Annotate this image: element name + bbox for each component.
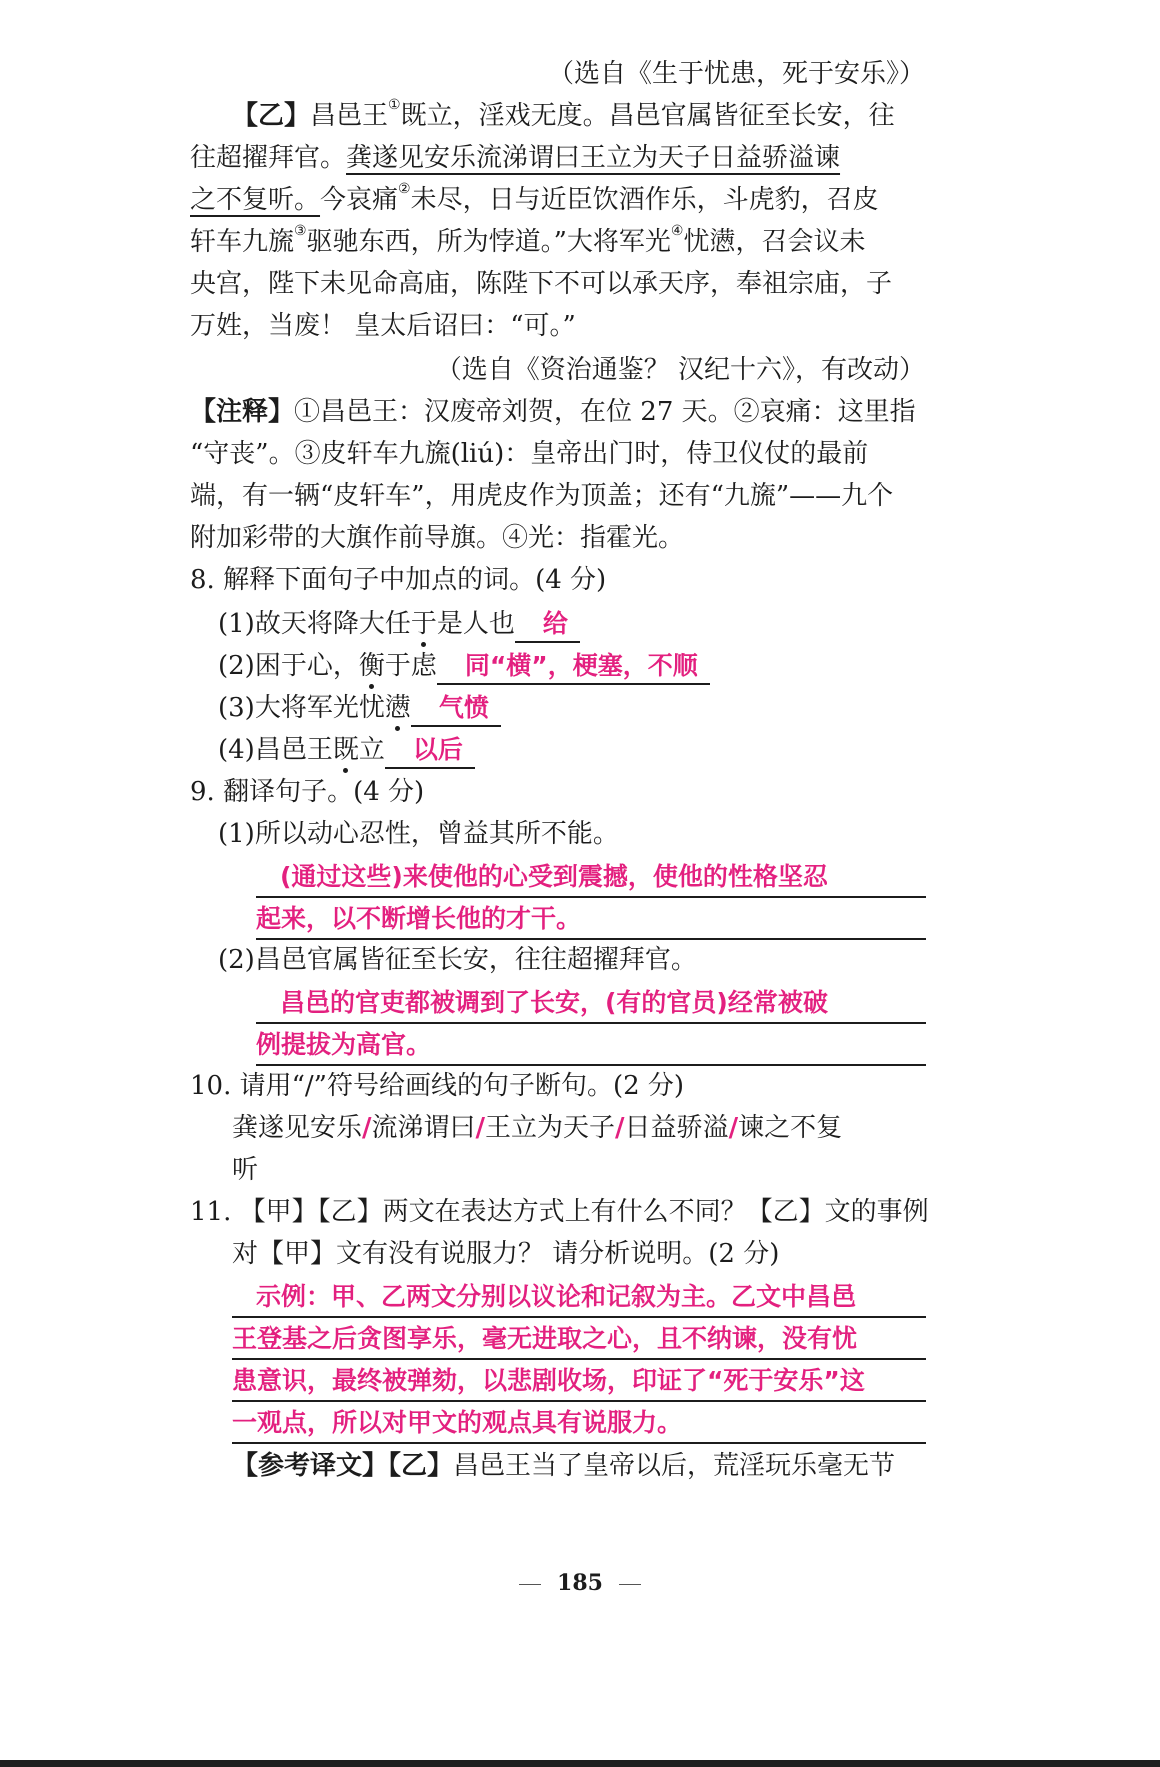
- passage-text: 轩车九旒: [190, 227, 295, 257]
- dotted-word: 既: [332, 735, 359, 765]
- source-citation-b: （选自《资治通鉴？ 汉纪十六》，有改动）: [435, 355, 925, 385]
- passage-line-4: [190, 224, 865, 260]
- underlined-sentence: 龚遂见安乐流涕谓曰王立为天子日益骄溢谏: [346, 143, 841, 173]
- answer-text: 给: [542, 609, 568, 638]
- q9-answer-2-line-2: 例提拔为高官。: [256, 1026, 926, 1066]
- q8-item-1: [218, 606, 580, 643]
- passage-text: 既立，淫戏无度。昌邑官属皆征至长安，往: [400, 101, 895, 131]
- answer-text: 以后: [412, 735, 463, 764]
- q9-sentence-1: (1)所以动心忍性，曾益其所不能。: [218, 819, 619, 849]
- break-slash: /: [615, 1113, 625, 1143]
- reference-text: 昌邑王当了皇帝以后，荒淫玩乐毫无节: [453, 1451, 896, 1481]
- reference-label: 【参考译文】: [232, 1451, 389, 1481]
- notes-line-1: [190, 394, 916, 430]
- q8-item-2: [218, 648, 710, 685]
- footnote-marker-4: ④: [670, 223, 684, 239]
- item-text: 立: [358, 735, 385, 765]
- passage-text: 未尽，日与近臣饮酒作乐，斗虎豹，召皮: [410, 185, 879, 215]
- q10-answer-tail: 听: [232, 1155, 259, 1185]
- item-text: (4)昌邑王: [218, 735, 333, 765]
- item-text: (3)大将军光忧: [218, 693, 385, 723]
- passage-text: 忧懑，召会议未: [683, 227, 866, 257]
- item-text: 于虑: [384, 651, 437, 681]
- dash-decoration: [619, 1584, 641, 1585]
- segment: 流涕谓曰: [371, 1113, 476, 1143]
- footnote-marker-3: ③: [294, 223, 307, 239]
- question-11-line-2: 对【甲】文有没有说服力？ 请分析说明。(2 分): [232, 1239, 780, 1269]
- q11-answer-line-2: 王登基之后贪图享乐，毫无进取之心，且不纳谏，没有忧: [232, 1320, 926, 1360]
- q9-answer-1-line-2: 起来，以不断增长他的才干。: [256, 900, 926, 940]
- item-text: 是人也: [436, 609, 515, 639]
- yi-label: 【乙】: [388, 1451, 454, 1481]
- q9-answer-1-line-1: (通过这些)来使他的心受到震撼，使他的性格坚忍: [256, 858, 926, 898]
- q11-answer-line-4: 一观点，所以对甲文的观点具有说服力。: [232, 1404, 926, 1444]
- answer-blank: [437, 649, 710, 685]
- answer-blank: [411, 691, 501, 727]
- footnote-marker-2: ②: [398, 181, 411, 197]
- answer-text: 气愤: [438, 693, 489, 722]
- q11-answer-line-3: 患意识，最终被弹劾，以悲剧收场，印证了“死于安乐”这: [232, 1362, 926, 1402]
- segment: 王立为天子: [485, 1113, 616, 1143]
- dotted-word: 懑: [384, 693, 411, 723]
- page-number-row: [0, 1568, 1160, 1598]
- q11-answer-line-1: 示例：甲、乙两文分别以议论和记叙为主。乙文中昌邑: [232, 1278, 926, 1318]
- passage-line-2: [190, 140, 840, 176]
- passage-line-1: [232, 98, 895, 134]
- underlined-sentence-end: 之不复听。: [190, 185, 321, 215]
- answer-blank: [515, 607, 580, 643]
- passage-text: 今哀痛: [320, 185, 399, 215]
- passage-line-3: [190, 182, 879, 218]
- page-number: 185: [557, 1570, 603, 1596]
- passage-line-5: 央宫，陛下未见命高庙，陈陛下不可以承天序，奉祖宗庙，子: [190, 269, 893, 299]
- q8-item-3: [218, 690, 501, 727]
- item-text: (1)故天将降大任: [218, 609, 411, 639]
- question-11-line-1: 11. 【甲】【乙】两文在表达方式上有什么不同？【乙】文的事例: [190, 1197, 929, 1227]
- notes-line-2: “守丧”。③皮轩车九旒(liú)：皇帝出门时，侍卫仪仗的最前: [190, 439, 869, 469]
- q9-answer-2-line-1: 昌邑的官吏都被调到了长安，(有的官员)经常被破: [256, 984, 926, 1024]
- notes-line-3: 端，有一辆“皮轩车”，用虎皮作为顶盖；还有“九旒”——九个: [190, 481, 894, 511]
- source-citation-a: （选自《生于忧患，死于安乐》）: [547, 59, 925, 89]
- segment: 谏之不复: [738, 1113, 843, 1143]
- notes-text: ①昌邑王：汉废帝刘贺，在位 27 天。②哀痛：这里指: [294, 397, 916, 427]
- dotted-word: 于: [410, 609, 437, 639]
- break-slash: /: [475, 1113, 486, 1143]
- notes-label: 【注释】: [190, 397, 295, 427]
- break-slash: /: [362, 1113, 372, 1143]
- passage-text: 往超擢拜官。: [190, 143, 347, 173]
- question-10-title: 10. 请用“/”符号给画线的句子断句。(2 分): [190, 1071, 685, 1101]
- dotted-word: 衡: [358, 651, 385, 681]
- answer-blank: [385, 733, 475, 769]
- item-text: (2)困于心，: [218, 651, 359, 681]
- passage-text: 驱驰东西，所为悖道。”大将军光: [306, 227, 671, 257]
- bottom-bar: [0, 1760, 1160, 1767]
- passage-text: 昌邑王: [310, 101, 389, 131]
- break-slash: /: [728, 1113, 739, 1143]
- dash-decoration: [519, 1584, 541, 1585]
- segment: 龚遂见安乐: [232, 1113, 363, 1143]
- q10-answer: [232, 1110, 842, 1146]
- reference-translation: [232, 1448, 895, 1484]
- q8-item-4: [218, 732, 475, 769]
- notes-line-4: 附加彩带的大旗作前导旗。④光：指霍光。: [190, 523, 685, 553]
- yi-label: 【乙】: [232, 101, 311, 131]
- segment: 日益骄溢: [624, 1113, 729, 1143]
- footnote-marker-1: ①: [388, 97, 401, 113]
- q9-sentence-2: (2)昌邑官属皆征至长安，往往超擢拜官。: [218, 945, 697, 975]
- question-9-title: 9. 翻译句子。(4 分): [190, 777, 425, 807]
- question-8-title: 8. 解释下面句子中加点的词。(4 分): [190, 565, 607, 595]
- answer-text: 同“横”，梗塞，不顺: [464, 651, 698, 680]
- passage-line-6: 万姓，当废！ 皇太后诏曰：“可。”: [190, 311, 576, 341]
